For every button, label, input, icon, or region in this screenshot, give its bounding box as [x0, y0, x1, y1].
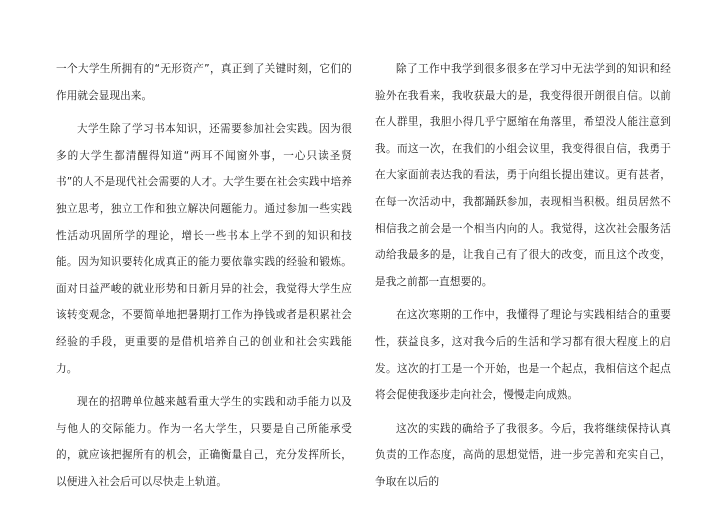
left-text-column	[56, 56, 352, 503]
right-text-column	[375, 56, 671, 503]
paragraph: 一个大学生所拥有的“无形资产”，真正到了关键时刻，它们的作用就会显现出来。	[56, 63, 352, 102]
paragraph: 这次的实践的确给予了我很多。今后，我将继续保持认真负责的工作态度，高尚的思想觉悟，进一步完善和充实自己，争取在以后的	[375, 422, 671, 488]
paragraph: 大学生除了学习书本知识，还需要参加社会实践。因为很多的大学生都清醒得知道“两耳不闻窗外事，一心只读圣贤书”的人不是现代社会需要的人才。大学生要在社会实践中培养独立思考，独立工作和独立解决问题能力。通过参加一些实践性活动巩固所学的理论，增长一些书本上学不到的知识和技能。因为知识要转化成真正的能力要依靠实践的经验和锻炼。面对日益严峻的就业形势和日新月异的社会，我觉得大学生应该转变观念，不要简单地把暑期打工作为挣钱或者是积累社会经验的手段，更重要的是借机培养自己的创业和社会实践能力。	[56, 123, 352, 375]
paragraph: 除了工作中我学到很多很多在学习中无法学到的知识和经验外在我看来，我收获最大的是，我变得很开朗很自信。以前在人群里，我胆小得几乎宁愿缩在角落里，希望没人能注意到我。而这一次，在我们的小组会议里，我变得很自信，我勇于在大家面前表达我的看法，勇于向组长提出建议。更有甚者，在每一次活动中，我都踊跃参加，表现相当积极。组员居然不相信我之前会是一个相当内向的人。我觉得，这次社会服务活动给我最多的是，让我自己有了很大的改变，而且这个改变，是我之前都一直想要的。	[375, 63, 671, 288]
paragraph: 在这次寒期的工作中，我懂得了理论与实践相结合的重要性，获益良多，这对我今后的生活和学习都有很大程度上的启发。这次的打工是一个开始，也是一个起点，我相信这个起点将会促使我逐步走向社会，慢慢走向成熟。	[375, 309, 671, 402]
paragraph: 现在的招聘单位越来越看重大学生的实践和动手能力以及与他人的交际能力。作为一名大学生，只要是自己所能承受的，就应该把握所有的机会，正确衡量自己，充分发挥所长，以便进入社会后可以尽快走上轨道。	[56, 396, 352, 488]
